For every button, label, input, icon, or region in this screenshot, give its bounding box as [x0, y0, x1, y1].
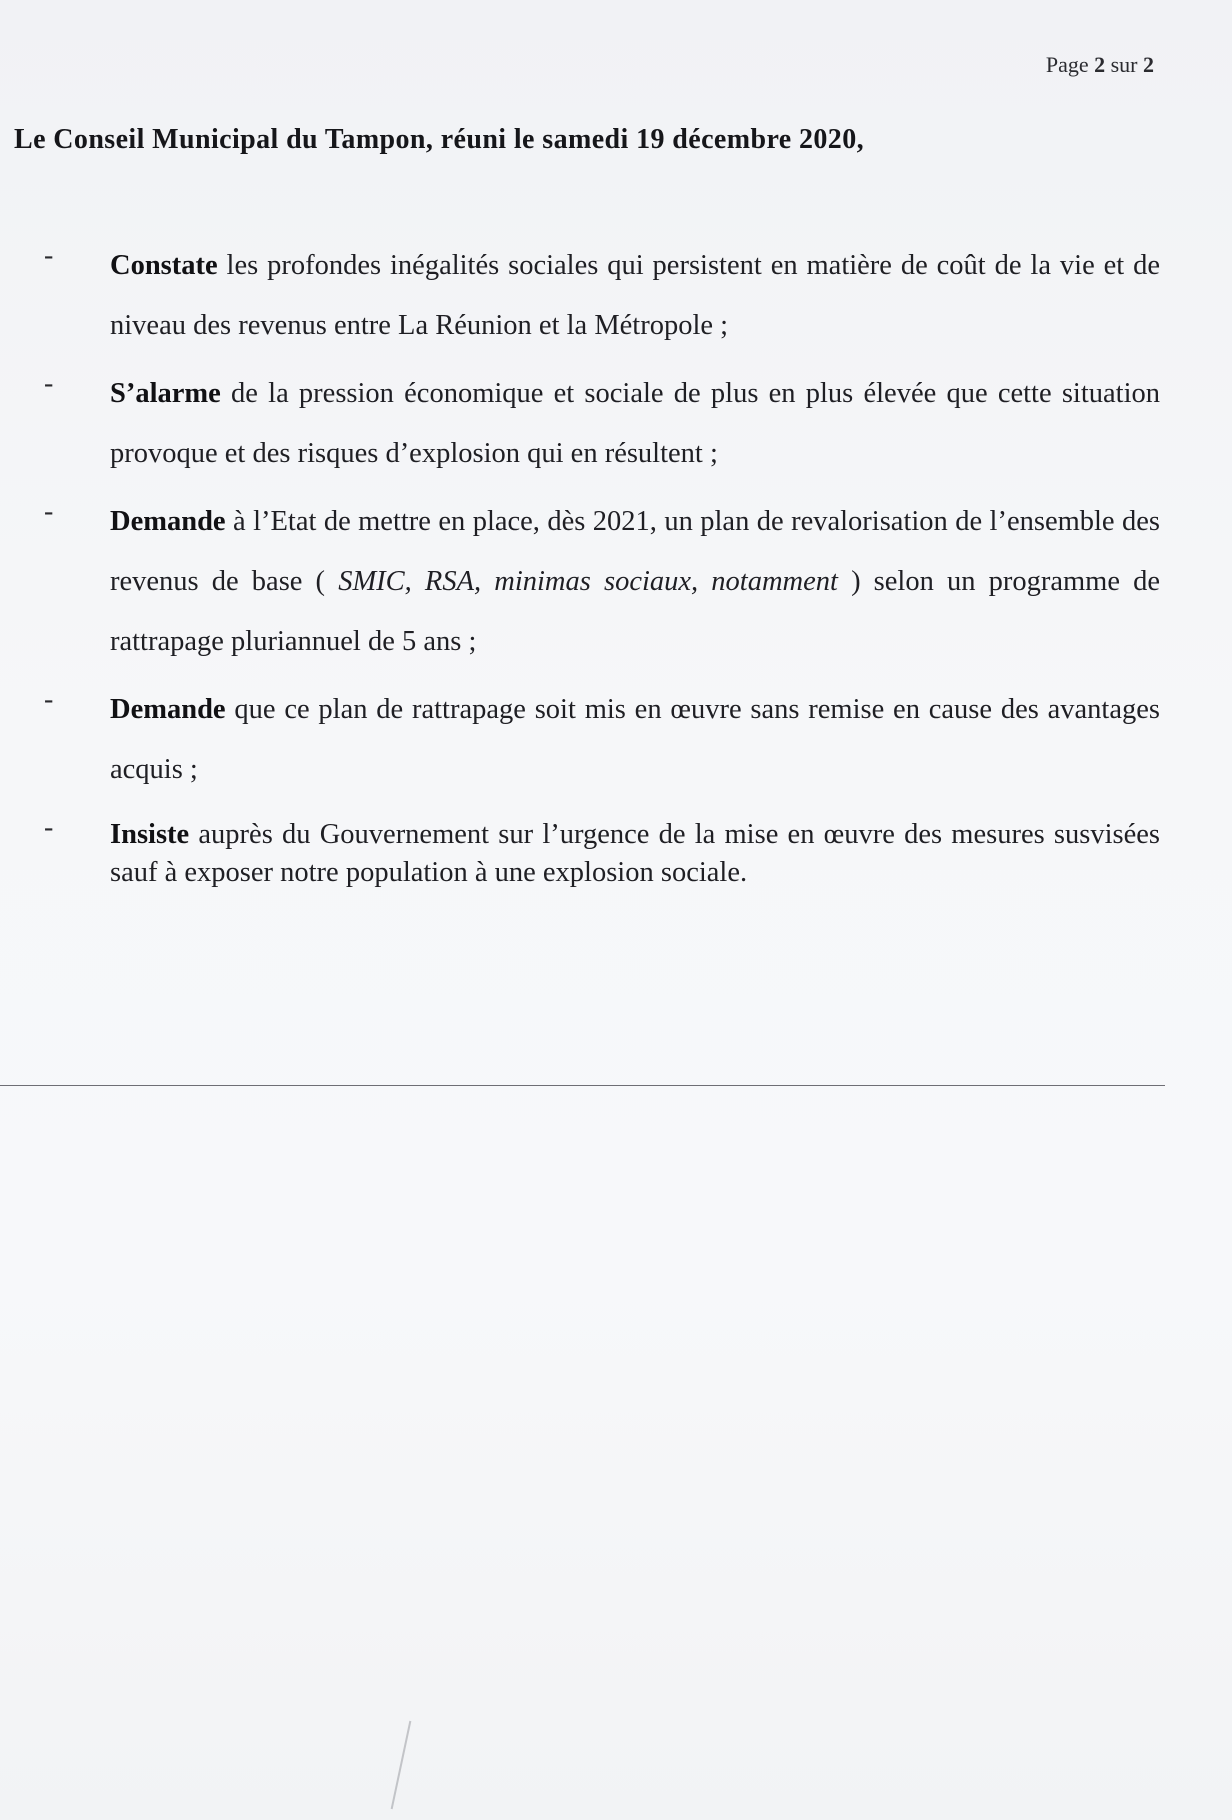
list-dash: - [44, 368, 54, 399]
resolution-body: de la pression économique et sociale de plus en plus élevée que cette situation provoque et des risques d’explosion qui en résultent ; [110, 378, 1160, 469]
document-heading: Le Conseil Municipal du Tampon, réuni le samedi 19 décembre 2020, [14, 124, 864, 155]
resolution-text [110, 236, 1160, 356]
resolution-verb: Demande [110, 506, 226, 537]
resolution-verb: Insiste [110, 819, 190, 850]
resolution-body: auprès du Gouvernement sur l’urgence de la mise en œuvre des mesures susvisées sauf à exposer notre population à une explosion sociale. [110, 819, 1160, 888]
resolution-list [0, 236, 1232, 900]
list-dash: - [44, 812, 54, 843]
resolution-verb: Demande [110, 694, 226, 725]
resolution-text [110, 808, 1160, 892]
list-dash: - [44, 240, 54, 271]
page-separator: sur [1110, 52, 1138, 77]
resolution-item-demande-rattrapage [0, 680, 1232, 800]
resolution-verb: S’alarme [110, 378, 221, 409]
list-dash: - [44, 684, 54, 715]
page-number [1046, 52, 1154, 78]
resolution-body-before: à l’Etat de mettre en place, dès 2021, un plan de revalorisation de l’ensemble des revenus de base ( [110, 506, 1160, 597]
resolution-item-constate [0, 236, 1232, 356]
resolution-item-demande-revalorisation [0, 492, 1232, 672]
resolution-item-salarme [0, 364, 1232, 484]
resolution-text [110, 680, 1160, 800]
page-current: 2 [1094, 52, 1106, 77]
list-dash: - [44, 496, 54, 527]
resolution-italic-note: SMIC, RSA, minimas sociaux, notamment [338, 566, 838, 597]
resolution-verb: Constate [110, 250, 218, 281]
page-total: 2 [1143, 52, 1154, 77]
page-label: Page [1045, 52, 1089, 77]
paper-crease [391, 1721, 412, 1809]
resolution-body: que ce plan de rattrapage soit mis en œuvre sans remise en cause des avantages acquis ; [110, 694, 1160, 785]
resolution-body: les profondes inégalités sociales qui persistent en matière de coût de la vie et de niveau des revenus entre La Réunion et la Métropole ; [110, 250, 1160, 341]
horizontal-rule [0, 1085, 1165, 1086]
resolution-item-insiste [0, 808, 1232, 892]
resolution-body-after: ) selon un programme de rattrapage pluriannuel de 5 ans ; [110, 566, 1160, 657]
resolution-text [110, 492, 1160, 672]
resolution-text [110, 364, 1160, 484]
